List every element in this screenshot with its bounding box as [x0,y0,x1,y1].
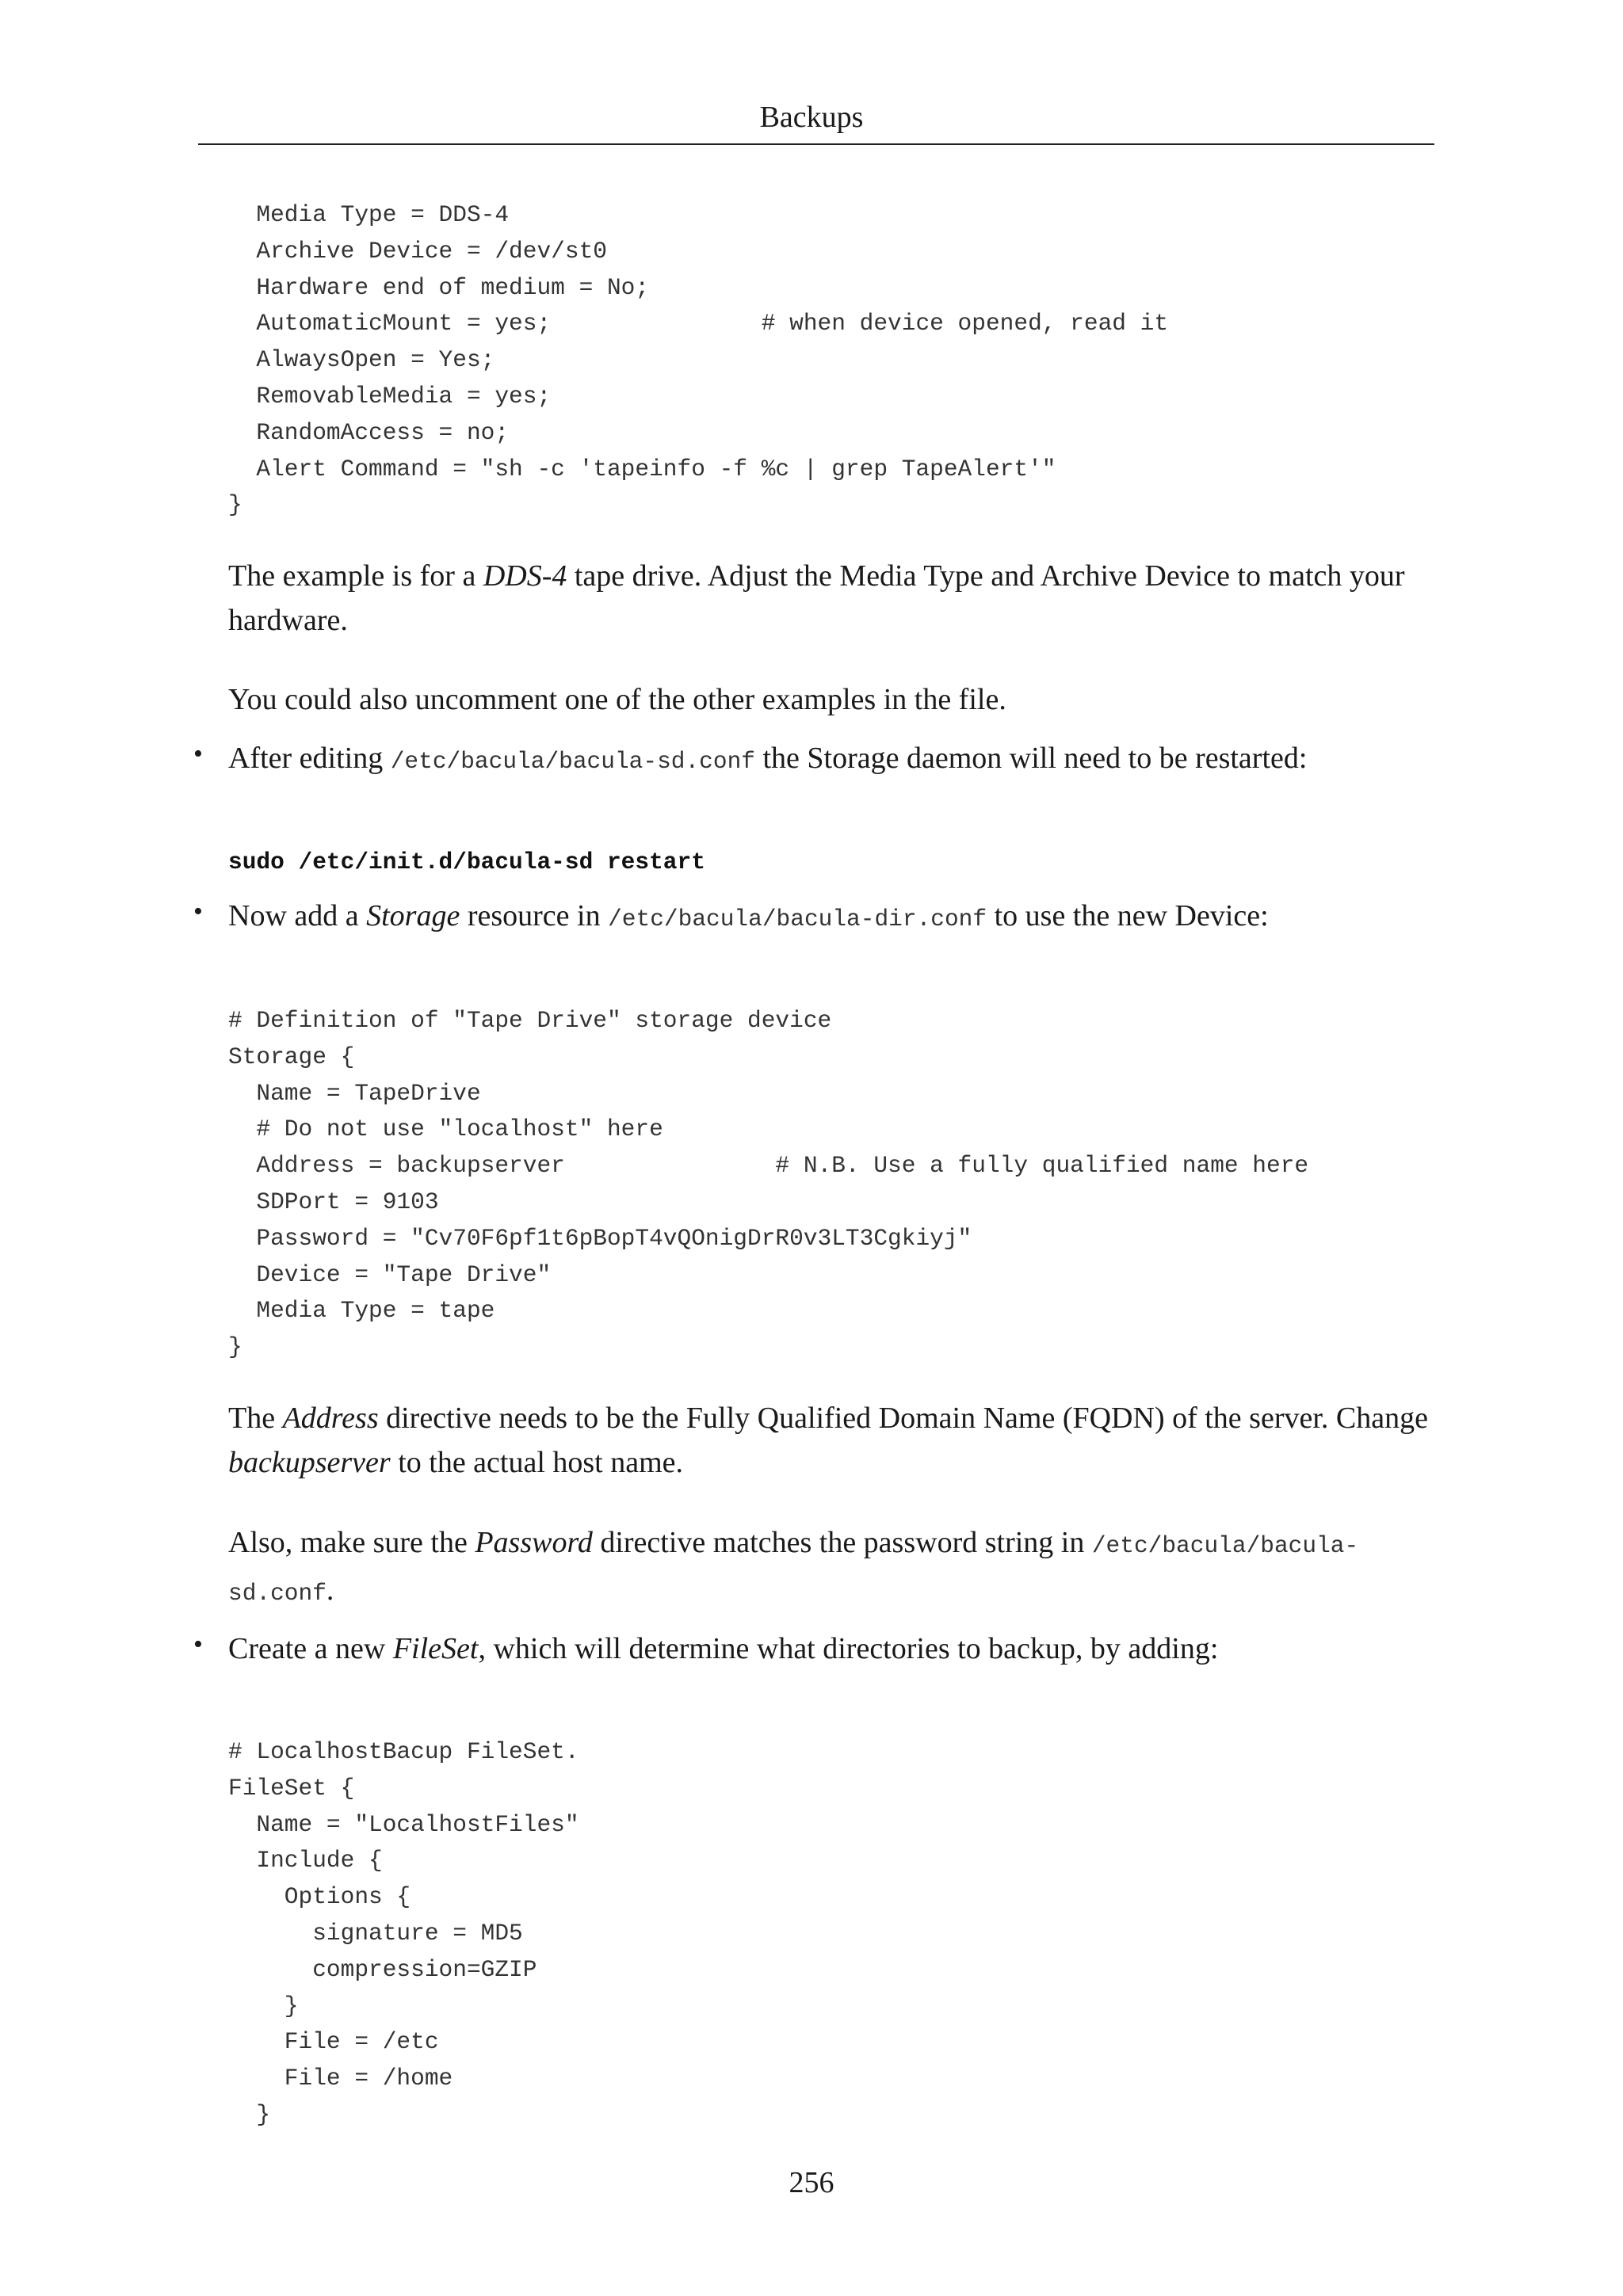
text-run: After editing [228,742,391,775]
text-run: the Storage daemon will need to be restarted: [755,742,1308,775]
text-run: to use the new Device: [987,899,1269,933]
emphasis-storage: Storage [366,899,460,933]
text-run: directive matches the password string in [592,1526,1092,1559]
paragraph-address [228,1396,1433,1485]
text-run: resource in [460,899,609,933]
emphasis-dds4: DDS-4 [483,559,567,593]
emphasis-fileset: FileSet [392,1632,479,1665]
paragraph-example [228,554,1433,643]
text-run: Also, make sure the [228,1526,475,1559]
text-run: , which will determine what directories to backup, by adding: [478,1632,1219,1665]
page-number: 256 [789,2166,834,2199]
bullet-item-restart [228,736,1433,784]
header-rule [198,143,1434,145]
bullet-item-fileset [228,1627,1433,1671]
paragraph-password [228,1520,1401,1615]
bullet-marker: • [193,1630,203,1659]
emphasis-password: Password [475,1526,593,1559]
text-run: Now add a [228,899,367,933]
inline-code-path: /etc/bacula/bacula-dir.conf [608,906,987,933]
inline-code-path: /etc/bacula/bacula-sd.conf [228,1532,1359,1607]
inline-code-path: /etc/bacula/bacula-sd.conf [390,748,755,775]
code-device-config: Media Type = DDS-4 Archive Device = /dev/st0 Hardware end of medium = No; AutomaticMount = yes; # when device opened, read it AlwaysOpen = Yes; RemovableMedia = yes; RandomAccess = no; Alert Command = "sh -c 'tapeinfo -f %c | grep TapeAlert'" } [228,201,1169,519]
text-run: directive needs to be the Fully Qualified Domain Name (FQDN) of the server. Change [378,1402,1428,1435]
text-run: Create a new [228,1632,393,1665]
code-restart-command: sudo /etc/init.d/bacula-sd restart [228,849,705,875]
text-run: tape drive. Adjust the Media Type and Archive Device to match your hardware. [228,559,1405,637]
emphasis-backupserver: backupserver [228,1446,391,1479]
text-run: The example is for a [228,559,483,593]
bullet-marker: • [193,739,203,769]
paragraph-uncomment: You could also uncomment one of the other examples in the file. [228,683,1006,716]
bullet-marker: • [193,897,203,926]
bullet-item-storage [228,894,1433,941]
text-run: The [228,1402,283,1435]
emphasis-address: Address [282,1402,379,1435]
running-header: Backups [759,101,864,134]
text-run: . [326,1573,334,1607]
text-run: to the actual host name. [390,1446,684,1479]
code-fileset-resource: # LocalhostBacup FileSet. FileSet { Name = "LocalhostFiles" Include { Options { signature = MD5 compression=GZIP } File = /etc File = /home } [228,1738,579,2128]
code-storage-resource: # Definition of "Tape Drive" storage device Storage { Name = TapeDrive # Do not use "localhost" here Address = backupserver # N.B. Use a fully qualified name here SDPort = 9103 Password = "Cv70F6pf1t6pBopT4vQOnigDrR0v3LT3Cgkiyj" Device = "Tape Drive" Media Type = tape } [228,1007,1309,1361]
